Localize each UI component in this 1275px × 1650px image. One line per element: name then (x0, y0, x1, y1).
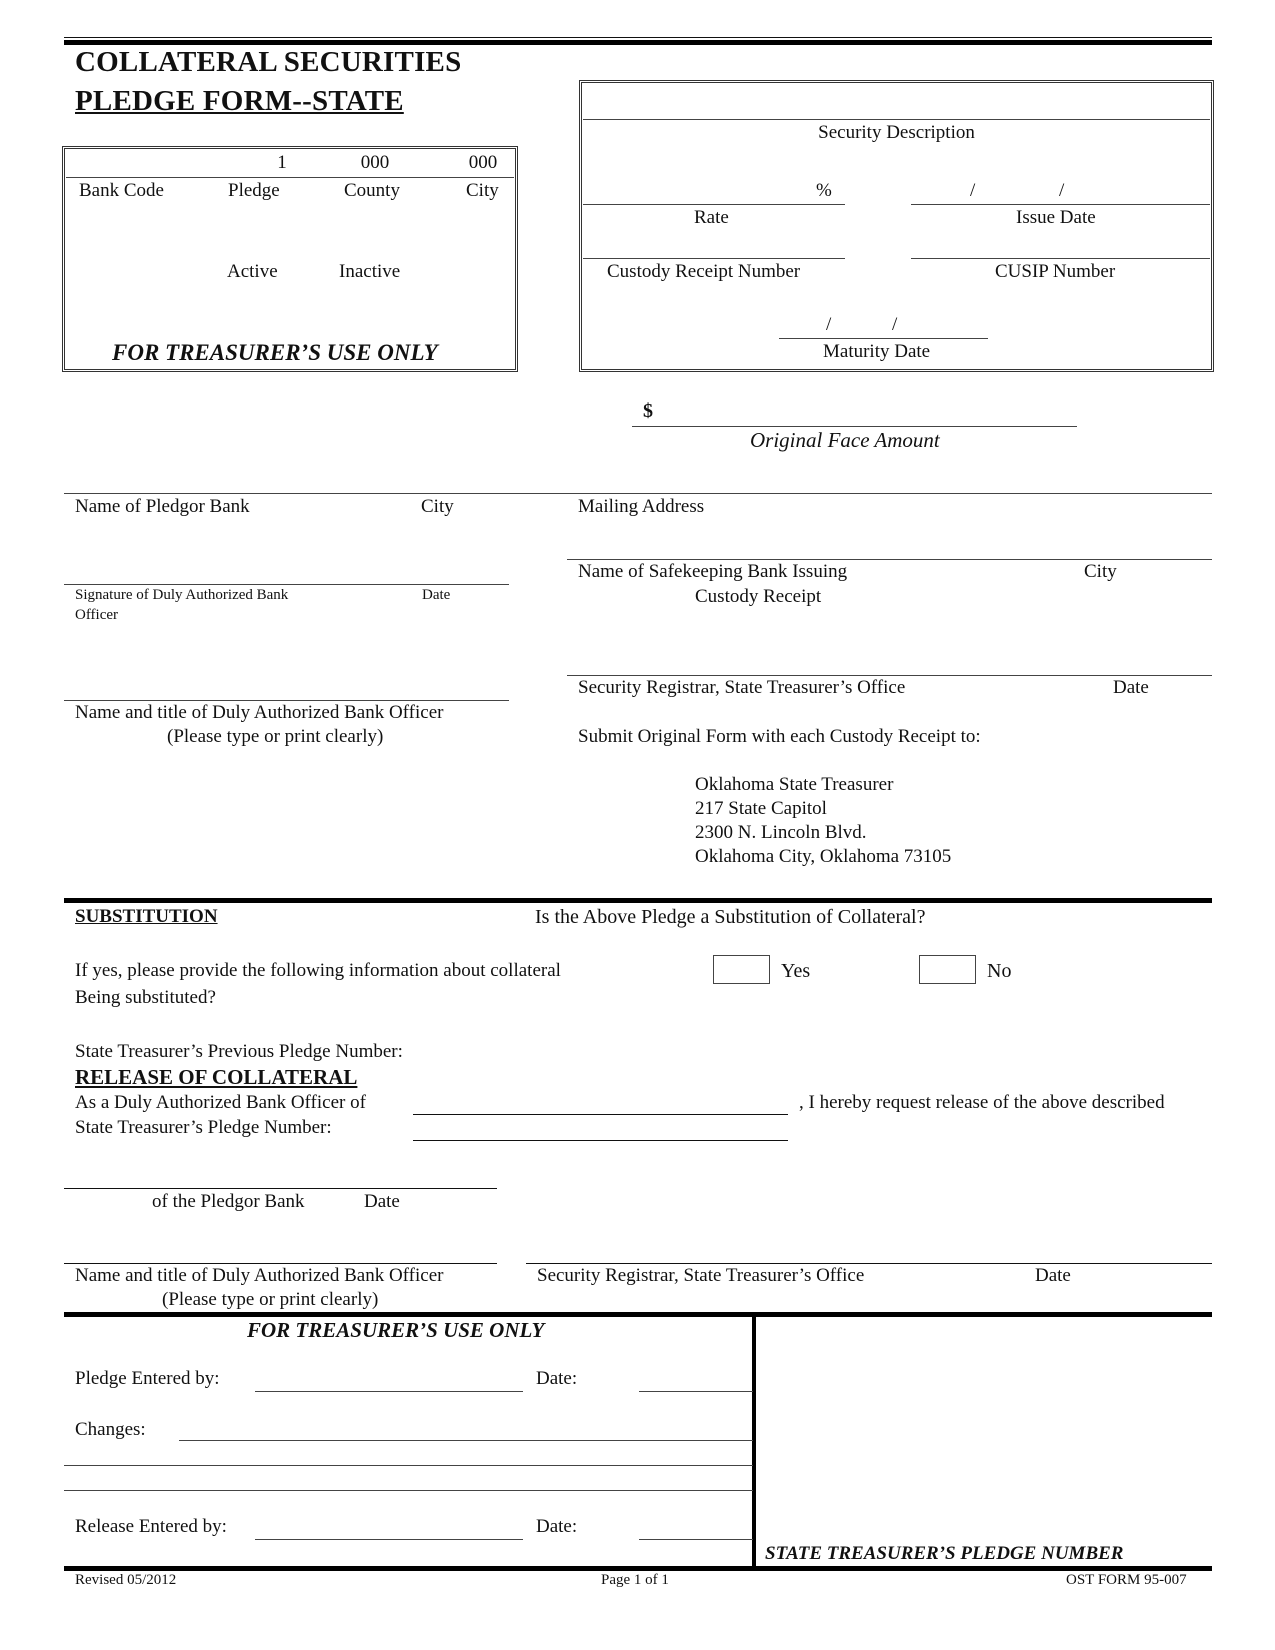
release-pledge-number-label: State Treasurer’s Pledge Number: (75, 1117, 332, 1138)
issue-date-field-line[interactable] (911, 204, 1210, 205)
pledge-entered-date-label: Date: (536, 1368, 578, 1389)
bottom-rule (64, 1566, 1212, 1571)
city-value[interactable]: 000 (468, 152, 498, 173)
pledge-entered-date-field[interactable] (639, 1391, 753, 1392)
rate-label: Rate (694, 207, 729, 228)
address-line-1: Oklahoma State Treasurer (695, 774, 894, 795)
changes-field-line-2[interactable] (64, 1465, 753, 1466)
registrar-signature-line[interactable] (567, 675, 1212, 676)
release-registrar-label: Security Registrar, State Treasurer’s Office (537, 1265, 865, 1286)
footer-revised: Revised 05/2012 (75, 1572, 177, 1588)
safekeeping-label-line2: Custody Receipt (695, 586, 822, 607)
pledgor-bank-label: of the Pledgor Bank (152, 1191, 305, 1212)
top-rule (64, 40, 1212, 45)
safekeeping-label-line1: Name of Safekeeping Bank Issuing (578, 561, 848, 582)
release-request-text: , I hereby request release of the above described (799, 1092, 1165, 1113)
yes-label: Yes (781, 960, 811, 982)
no-checkbox[interactable] (919, 955, 976, 984)
registrar-date-label: Date (1113, 677, 1149, 698)
pledgor-bank-date-label: Date (364, 1191, 400, 1212)
pledge-entered-field[interactable] (255, 1391, 523, 1392)
pledgor-bank-name-label: Name of Pledgor Bank (75, 496, 250, 517)
maturity-date-separator-1: / (826, 314, 832, 335)
release-entered-date-field[interactable] (639, 1539, 753, 1540)
treasurer-use-heading: FOR TREASURER’S USE ONLY (247, 1318, 545, 1342)
signature-line[interactable] (64, 584, 509, 585)
address-line-3: 2300 N. Lincoln Blvd. (695, 822, 867, 843)
release-officer-name-label: Name and title of Duly Authorized Bank Officer (75, 1265, 444, 1286)
officer-name-label: Name and title of Duly Authorized Bank Officer (75, 702, 444, 723)
face-amount-label: Original Face Amount (750, 428, 940, 452)
submit-instruction: Submit Original Form with each Custody Receipt to: (578, 726, 981, 747)
active-status[interactable]: Active (227, 261, 278, 282)
issue-date-separator-1: / (970, 180, 976, 201)
issue-date-label: Issue Date (1016, 207, 1096, 228)
release-officer-name-line[interactable] (64, 1263, 497, 1264)
footer-form-number: OST FORM 95-007 (1066, 1572, 1187, 1588)
substitution-question: Is the Above Pledge a Substitution of Collateral? (535, 906, 926, 928)
custody-receipt-label: Custody Receipt Number (607, 261, 801, 282)
pledge-entered-label: Pledge Entered by: (75, 1368, 220, 1389)
no-label: No (987, 960, 1012, 982)
pledge-value[interactable]: 1 (277, 152, 287, 173)
footer-page-number: Page 1 of 1 (601, 1572, 669, 1588)
county-label: County (344, 180, 400, 201)
city-label: City (466, 180, 499, 201)
release-heading: RELEASE OF COLLATERAL (75, 1065, 358, 1089)
officer-name-hint: (Please type or print clearly) (167, 726, 384, 747)
yes-checkbox[interactable] (713, 955, 770, 984)
substitution-info-line2: Being substituted? (75, 987, 216, 1008)
address-line-2: 217 State Capitol (695, 798, 827, 819)
issue-date-separator-2: / (1059, 180, 1065, 201)
bank-code-label: Bank Code (79, 180, 164, 201)
release-officer-of-label: As a Duly Authorized Bank Officer of (75, 1092, 366, 1113)
face-amount-field-line[interactable] (632, 426, 1077, 427)
custody-receipt-field-line[interactable] (583, 258, 845, 259)
maturity-date-separator-2: / (892, 314, 898, 335)
treasurer-use-caption: FOR TREASURER’S USE ONLY (112, 340, 438, 365)
release-officer-name-hint: (Please type or print clearly) (162, 1289, 379, 1310)
form-title-line2: PLEDGE FORM--STATE (75, 85, 404, 117)
pledgor-bank-signature-line[interactable] (64, 1188, 497, 1189)
pledgor-bank-city-label: City (421, 496, 454, 517)
address-line-4: Oklahoma City, Oklahoma 73105 (695, 846, 952, 867)
maturity-date-label: Maturity Date (823, 341, 931, 362)
maturity-date-field-line[interactable] (779, 338, 988, 339)
release-registrar-line[interactable] (526, 1263, 1212, 1264)
officer-name-line[interactable] (64, 700, 509, 701)
pledge-number-caption: STATE TREASURER’S PLEDGE NUMBER (765, 1543, 1124, 1564)
release-entered-label: Release Entered by: (75, 1516, 227, 1537)
treasurer-section-rule (64, 1312, 1212, 1317)
changes-field-line-3[interactable] (64, 1490, 753, 1491)
substitution-heading: SUBSTITUTION (75, 906, 218, 927)
safekeeping-city-label: City (1084, 561, 1117, 582)
cusip-field-line[interactable] (911, 258, 1210, 259)
cusip-label: CUSIP Number (995, 261, 1116, 282)
security-box-header-divider (583, 119, 1210, 120)
mailing-address-label: Mailing Address (578, 496, 705, 517)
county-value[interactable]: 000 (360, 152, 390, 173)
signature-label-line2: Officer (75, 607, 119, 623)
changes-label: Changes: (75, 1419, 146, 1440)
release-entered-date-label: Date: (536, 1516, 578, 1537)
safekeeping-bank-line[interactable] (567, 559, 1212, 560)
dollar-sign: $ (643, 400, 653, 422)
signature-date-label: Date (422, 587, 451, 603)
form-title-line1: COLLATERAL SECURITIES (75, 46, 462, 78)
substitution-info-line1: If yes, please provide the following information about collateral (75, 960, 561, 981)
signature-label-line1: Signature of Duly Authorized Bank (75, 587, 289, 603)
release-pledge-number-field[interactable] (413, 1140, 788, 1141)
treasurer-box-divider (66, 177, 514, 178)
previous-pledge-number-label: State Treasurer’s Previous Pledge Number: (75, 1041, 403, 1062)
release-registrar-date-label: Date (1035, 1265, 1071, 1286)
top-rule-thin (64, 37, 1212, 38)
inactive-status[interactable]: Inactive (339, 261, 401, 282)
release-entered-field[interactable] (255, 1539, 523, 1540)
rate-field-line[interactable] (583, 204, 845, 205)
security-description-label: Security Description (818, 122, 975, 143)
substitution-rule (64, 898, 1212, 903)
release-bank-name-field[interactable] (413, 1114, 788, 1115)
pledgor-bank-line[interactable] (64, 493, 1212, 494)
pledge-label: Pledge (228, 180, 280, 201)
rate-percent-symbol: % (816, 180, 832, 201)
registrar-label: Security Registrar, State Treasurer’s Office (578, 677, 906, 698)
changes-field-line-1[interactable] (179, 1440, 753, 1441)
